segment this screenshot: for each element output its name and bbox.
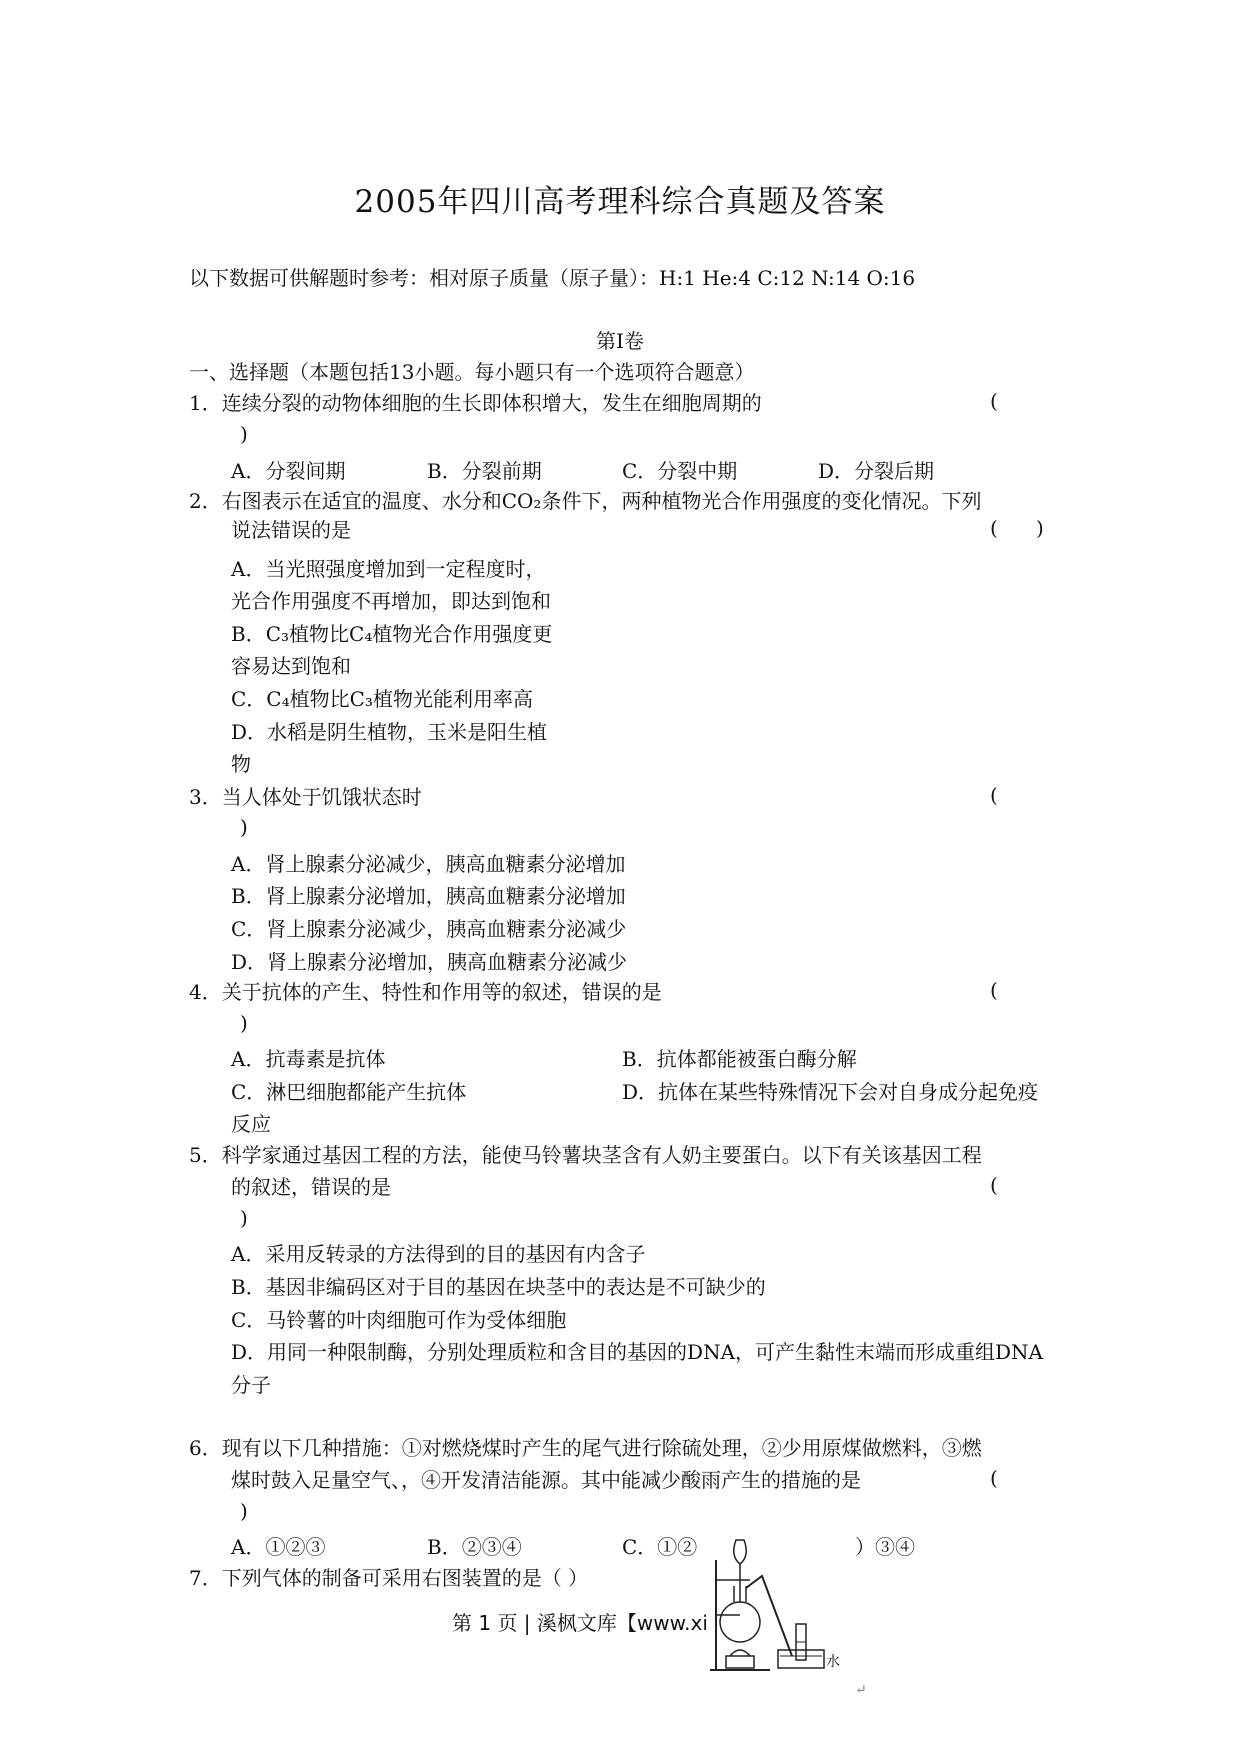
water-label: 水 — [826, 1654, 840, 1670]
q3-option-a: A．肾上腺素分泌减少，胰高血糖素分泌增加 — [231, 852, 626, 876]
q6-option-d-fragment: ）③④ — [855, 1535, 915, 1559]
q2-stem-line1: 2．右图表示在适宜的温度、水分和CO₂条件下，两种植物光合作用强度的变化情况。下列 — [189, 489, 982, 513]
q6-bracket-close: ) — [240, 1499, 248, 1523]
q2-line-7: 物 — [231, 752, 251, 776]
q2-line-1: A．当光照强度增加到一定程度时， — [231, 557, 546, 581]
q5-bracket-open: ( — [990, 1173, 998, 1197]
q2-stem-line2: 说法错误的是 — [231, 518, 351, 542]
q1-option-a: A．分裂间期 — [231, 459, 346, 483]
section-title: 第I卷 — [596, 329, 644, 353]
q2-line-5: C．C₄植物比C₃植物光能利用率高 — [231, 687, 533, 711]
q2-line-4: 容易达到饱和 — [231, 654, 351, 678]
q3-bracket-open: ( — [990, 783, 998, 807]
page-footer: 第 1 页 | 溪枫文库【www.xi — [452, 1611, 708, 1635]
q3-bracket-close: ) — [240, 815, 248, 839]
q5-option-d: D．用同一种限制酶，分别处理质粒和含目的基因的DNA，可产生黏性末端而形成重组DNA — [231, 1340, 1043, 1364]
q1-stem: 1．连续分裂的动物体细胞的生长即体积增大，发生在细胞周期的 — [189, 391, 762, 415]
q4-bracket-close: ) — [240, 1011, 248, 1035]
q6-option-a: A．①②③ — [231, 1535, 326, 1559]
q2-answer-bracket: ( ) — [990, 516, 1044, 540]
part-heading: 一、选择题（本题包括13小题。每小题只有一个选项符合题意） — [189, 360, 755, 384]
q1-bracket-close: ) — [240, 422, 248, 446]
paragraph-return-mark: ↵ — [855, 1682, 867, 1698]
q1-bracket-open: ( — [990, 389, 998, 413]
q6-stem-line1: 6．现有以下几种措施：①对燃烧煤时产生的尾气进行除硫处理，②少用原煤做燃料，③燃 — [189, 1436, 982, 1460]
gas-generation-apparatus-figure — [700, 1530, 850, 1684]
q4-option-a: A．抗毒素是抗体 — [231, 1047, 386, 1071]
q1-option-d: D．分裂后期 — [818, 459, 935, 483]
q4-option-d: D．抗体在某些特殊情况下会对自身成分起免疫 — [622, 1080, 1039, 1104]
q3-option-c: C．肾上腺素分泌减少，胰高血糖素分泌减少 — [231, 917, 627, 941]
q3-option-b: B．肾上腺素分泌增加，胰高血糖素分泌增加 — [231, 884, 626, 908]
reference-note: 以下数据可供解题时参考：相对原子质量（原子量）：H:1 He:4 C:12 N:14 O:16 — [189, 266, 916, 290]
q5-bracket-close: ) — [240, 1206, 248, 1230]
q5-option-b: B．基因非编码区对于目的基因在块茎中的表达是不可缺少的 — [231, 1275, 766, 1299]
q1-option-b: B．分裂前期 — [427, 459, 542, 483]
q6-option-b: B．②③④ — [427, 1535, 522, 1559]
q4-bracket-open: ( — [990, 978, 998, 1002]
q6-stem-line2: 煤时鼓入足量空气、，④开发清洁能源。其中能减少酸雨产生的措施的是 — [231, 1468, 861, 1492]
q7-stem: 7．下列气体的制备可采用右图装置的是（ ） — [189, 1566, 589, 1590]
q5-stem-line1: 5．科学家通过基因工程的方法，能使马铃薯块茎含有人奶主要蛋白。以下有关该基因工程 — [189, 1143, 982, 1167]
q5-option-d-continuation: 分子 — [231, 1373, 271, 1397]
q2-line-3: B．C₃植物比C₄植物光合作用强度更 — [231, 622, 553, 646]
q4-option-c: C．淋巴细胞都能产生抗体 — [231, 1080, 467, 1104]
q5-option-c: C．马铃薯的叶肉细胞可作为受体细胞 — [231, 1308, 567, 1332]
q2-line-2: 光合作用强度不再增加，即达到饱和 — [231, 589, 551, 613]
q6-option-c: C．①② — [622, 1535, 698, 1559]
q4-option-d-continuation: 反应 — [231, 1112, 271, 1136]
q6-bracket-open: ( — [990, 1466, 998, 1490]
q3-stem: 3．当人体处于饥饿状态时 — [189, 785, 422, 809]
document-title: 2005年四川高考理科综合真题及答案 — [354, 184, 886, 220]
q1-option-c: C．分裂中期 — [622, 459, 738, 483]
q5-stem-line2: 的叙述，错误的是 — [231, 1175, 391, 1199]
q5-option-a: A．采用反转录的方法得到的目的基因有内含子 — [231, 1242, 646, 1266]
q4-stem: 4．关于抗体的产生、特性和作用等的叙述，错误的是 — [189, 980, 662, 1004]
q4-option-b: B．抗体都能被蛋白酶分解 — [622, 1047, 857, 1071]
q3-option-d: D．肾上腺素分泌增加，胰高血糖素分泌减少 — [231, 950, 628, 974]
q2-line-6: D．水稻是阴生植物，玉米是阳生植 — [231, 720, 548, 744]
